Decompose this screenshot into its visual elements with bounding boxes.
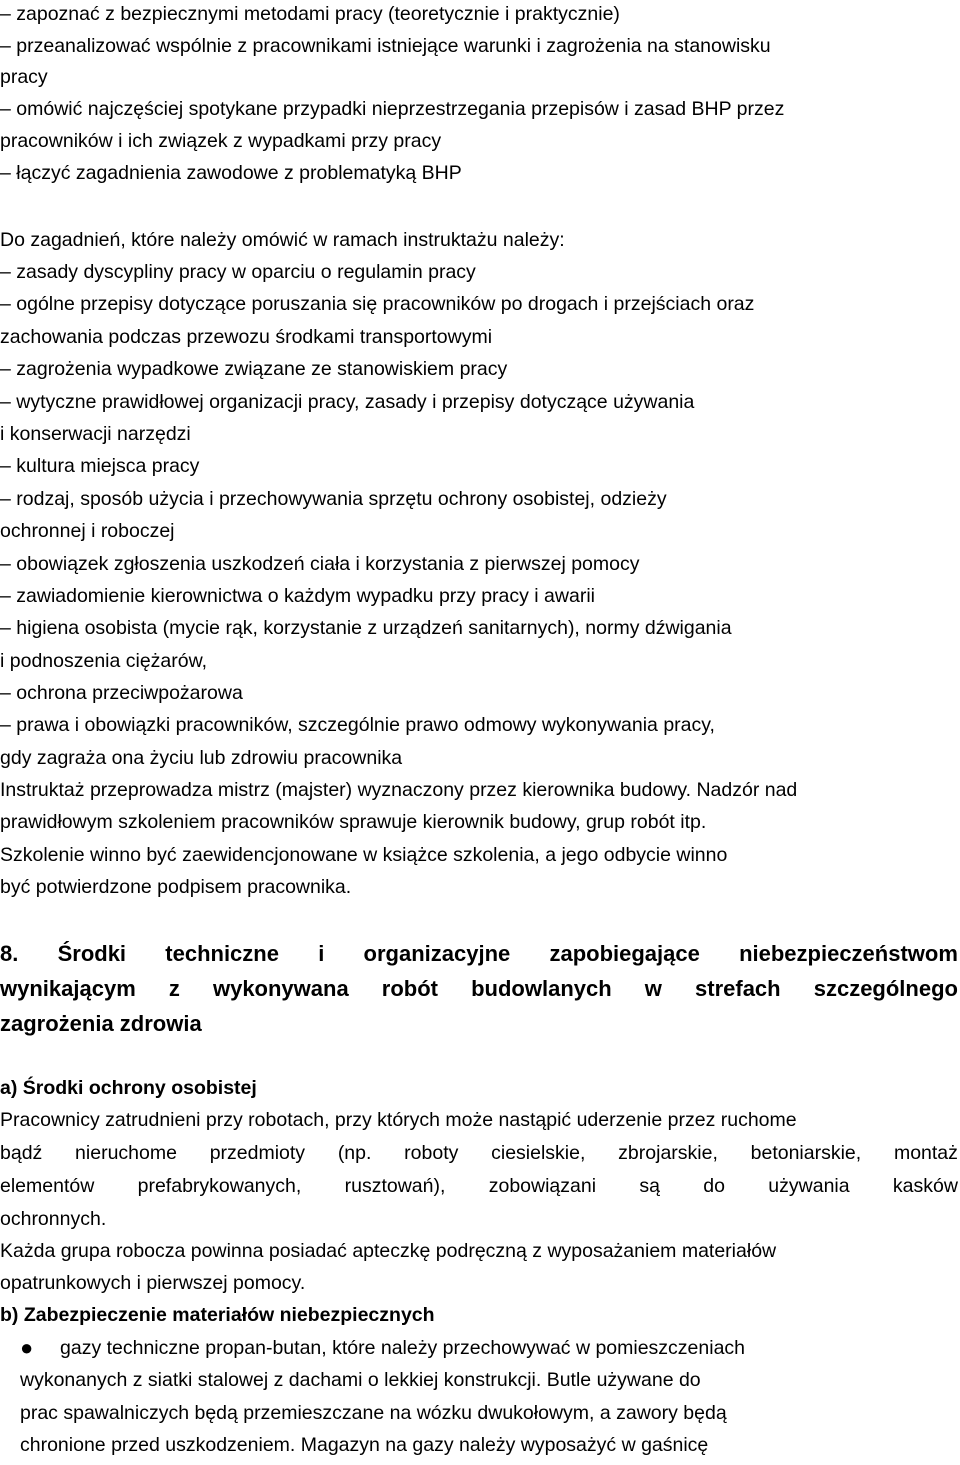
list-item: – prawa i obowiązki pracowników, szczególnie prawo odmowy wykonywania pracy,: [0, 714, 715, 736]
word: roboty: [404, 1142, 459, 1164]
heading-line: zagrożenia zdrowia: [0, 1011, 202, 1036]
list-item: – omówić najczęściej spotykane przypadki nieprzestrzegania przepisów i zasad BHP przez: [0, 98, 785, 120]
list-item: – przeanalizować wspólnie z pracownikami istniejące warunki i zagrożenia na stanowisku: [0, 35, 771, 57]
word: Środki: [57, 941, 127, 966]
word: w: [644, 976, 662, 1001]
heading-line: [0, 973, 958, 1005]
word: organizacyjne: [363, 941, 511, 966]
list-item: – obowiązek zgłoszenia uszkodzeń ciała i korzystania z pierwszej pomocy: [0, 553, 640, 575]
paragraph-line: Każda grupa robocza powinna posiadać apteczkę podręczną z wyposażaniem materiałów: [0, 1240, 777, 1262]
paragraph-line: [0, 1139, 958, 1167]
word: elementów: [0, 1175, 95, 1197]
list-item: i konserwacji narzędzi: [0, 423, 191, 445]
subsection-title: b) Zabezpieczenie materiałów niebezpiecznych: [0, 1304, 435, 1326]
word: betoniarskie,: [750, 1142, 862, 1164]
list-item: pracowników i ich związek z wypadkami przy pracy: [0, 130, 442, 152]
list-item: – ogólne przepisy dotyczące poruszania się pracowników po drogach i przejściach oraz: [0, 293, 755, 315]
list-item: – zapoznać z bezpiecznymi metodami pracy (teoretycznie i praktycznie): [0, 3, 620, 25]
subsection-title: a) Środki ochrony osobistej: [0, 1077, 257, 1099]
list-item: i podnoszenia ciężarów,: [0, 650, 208, 672]
list-item: – higiena osobista (mycie rąk, korzystanie z urządzeń sanitarnych), normy dźwigania: [0, 617, 732, 639]
word: szczególnego: [813, 976, 958, 1001]
word: używania: [768, 1175, 850, 1197]
paragraph-line: być potwierdzone podpisem pracownika.: [0, 876, 352, 898]
list-item: pracy: [0, 66, 48, 88]
list-item: – ochrona przeciwpożarowa: [0, 682, 243, 704]
word: budowlanych: [471, 976, 612, 1001]
paragraph-line: Szkolenie winno być zaewidencjonowane w książce szkolenia, a jego odbycie winno: [0, 844, 728, 866]
bullet-icon: ●: [20, 1335, 34, 1360]
word: kasków: [892, 1175, 958, 1197]
paragraph-line: ochronnych.: [0, 1208, 107, 1230]
list-item: – łączyć zagadnienia zawodowe z problematyką BHP: [0, 162, 462, 184]
list-item: – zagrożenia wypadkowe związane ze stanowiskiem pracy: [0, 358, 508, 380]
paragraph-line: prawidłowym szkoleniem pracowników sprawuje kierownik budowy, grup robót itp.: [0, 811, 707, 833]
word: montaż: [893, 1142, 958, 1164]
word: (np.: [337, 1142, 372, 1164]
word: techniczne: [165, 941, 279, 966]
bullet-line: wykonanych z siatki stalowej z dachami o lekkiej konstrukcji. Butle używane do: [20, 1369, 701, 1391]
word: przedmioty: [209, 1142, 306, 1164]
word: nieruchome: [75, 1142, 177, 1164]
word: wykonywana: [212, 976, 349, 1001]
list-item: ochronnej i roboczej: [0, 520, 175, 542]
list-item: gdy zagraża ona życiu lub zdrowiu pracownika: [0, 747, 403, 769]
paragraph-line: [0, 1172, 958, 1200]
list-item: – kultura miejsca pracy: [0, 455, 200, 477]
bullet-line: chronione przed uszkodzeniem. Magazyn na gazy należy wyposażyć w gaśnicę: [20, 1434, 709, 1456]
word: zbrojarskie,: [618, 1142, 718, 1164]
word: prefabrykowanych,: [137, 1175, 302, 1197]
word: rusztowań),: [344, 1175, 446, 1197]
word: robót: [381, 976, 438, 1001]
word: ciesielskie,: [491, 1142, 586, 1164]
paragraph-line: Pracownicy zatrudnieni przy robotach, przy których może nastąpić uderzenie przez ruchome: [0, 1109, 797, 1131]
word: do: [703, 1175, 725, 1197]
paragraph-line: Instruktaż przeprowadza mistrz (majster) wyznaczony przez kierownika budowy. Nadzór nad: [0, 779, 798, 801]
word: strefach: [695, 976, 781, 1001]
word: bądź: [0, 1142, 43, 1164]
list-item: zachowania podczas przewozu środkami transportowymi: [0, 326, 493, 348]
word: niebezpieczeństwom: [739, 941, 958, 966]
bullet-line: prac spawalniczych będą przemieszczane na wózku dwukołowym, a zawory będą: [20, 1402, 727, 1424]
word: są: [639, 1175, 660, 1197]
word: 8.: [0, 941, 19, 966]
word: zobowiązani: [488, 1175, 597, 1197]
word: i: [318, 941, 325, 966]
list-item: – zawiadomienie kierownictwa o każdym wypadku przy pracy i awarii: [0, 585, 595, 607]
word: zapobiegające: [549, 941, 700, 966]
paragraph-line: Do zagadnień, które należy omówić w ramach instruktażu należy:: [0, 229, 565, 251]
list-item: – rodzaj, sposób użycia i przechowywania sprzętu ochrony osobistej, odzieży: [0, 488, 667, 510]
heading-line: [0, 938, 958, 970]
bullet-line: gazy techniczne propan-butan, które należy przechowywać w pomieszczeniach: [60, 1337, 746, 1359]
word: wynikającym: [0, 976, 136, 1001]
word: z: [168, 976, 180, 1001]
list-item: – zasady dyscypliny pracy w oparciu o regulamin pracy: [0, 261, 476, 283]
list-item: – wytyczne prawidłowej organizacji pracy, zasady i przepisy dotyczące używania: [0, 391, 695, 413]
paragraph-line: opatrunkowych i pierwszej pomocy.: [0, 1272, 306, 1294]
